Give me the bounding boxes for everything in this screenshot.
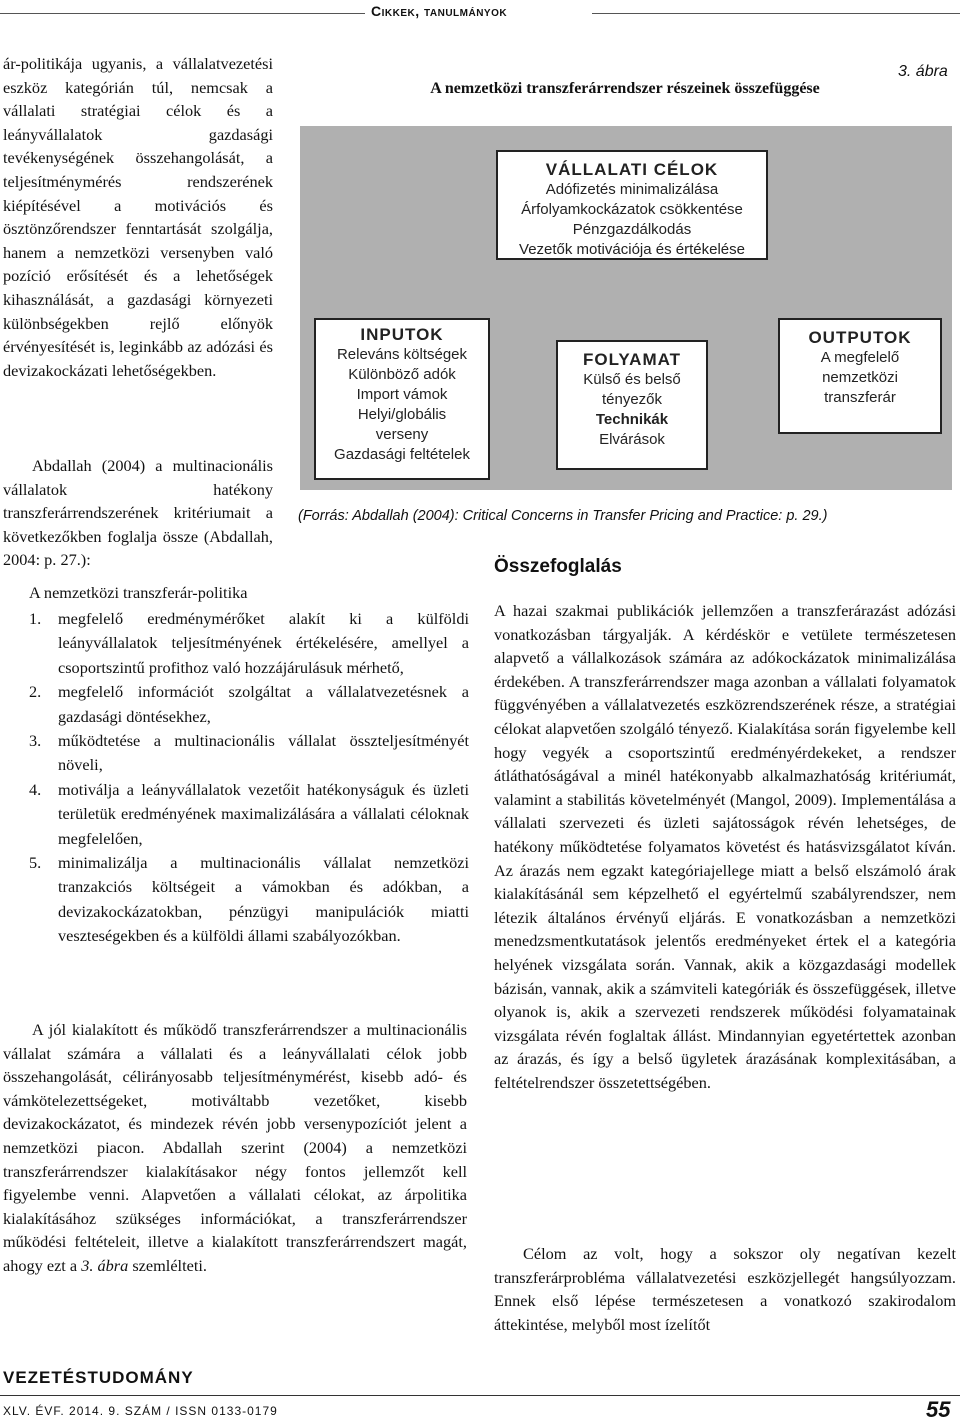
summary-paragraph-1: A hazai szakmai publikációk jellemzően a transzferárazást adózási vonatkozásban tárgyalják. A kérdéskör e vetülete természetesen alapvető a vállalkozások számára az adókockázatok minimalizálása érdekében. A transzferárrendszer maga azonban a vállalati folyamatok függvényében a vállalatvezetés eszközrendszerének része, a stratégiai célokat alapvetően szolgáló tényező. Kialakítása során figyelembe kell hogy vegyék a csoportszintű eredményérdekeket, a rendszer átláthatóságával a minél hatékonyabb alkalmazhatóság kritériumát, valamint a stabilitás követelményét (Mangol, 2009). Implementálása a vállalati szervezeti és üzleti sajátosságok révén lehetséges, de hatékony működtetése folyamatos követést és hatásvizsgálatot kíván. Az árazás nem egzakt kategóriajellege miatt a belső elszámoló árak kialakításánál sem képzelhető el egyértelmű szabályrendszer, nem létezik általános érvényű eljárás. E vonatkozásban a nemzetközi menedzsmentkutatások jelentős eredményeket értek el a kategória helyének vizsgálata során. Vannak, akik a közgazdasági modellek bázisán, vannak, akik a számviteli kategóriák és összefüggések, illetve olyanok is, akik a szervezeti rendszerek működési folyamatainak vizsgálata révén foglaltak állást. Mindannyian egyetértettek azonban az árazás, és így a belső ügyletek árazásának komplexitásában, a feltételrendszer összetettségében. [494,601,956,1092]
page-number: 55 [926,1397,951,1422]
inputs-item: verseny [375,426,429,443]
goals-item: Pénzgazdálkodás [572,221,692,238]
summary-heading: Összefoglalás [494,556,622,577]
header-rule-right [592,13,960,14]
goals-item: Adófizetés minimalizálása [545,181,719,198]
header-rule-left [0,13,365,14]
goals-box-title: VÁLLALATI CÉLOK [545,160,719,179]
summary-paragraph-2: Célom az volt, hogy a sokszor oly negatívan kezelt transzferárprobléma vállalatvezetési eszközjellegét hangsúlyozzam. Ennek első lépése természetesen a vonatkozó szakirodalom áttekintése, melyből most ízelítőt [494,1244,956,1334]
criteria-list [29,607,469,949]
inputs-item: Import vámok [356,386,448,403]
process-box [556,340,708,470]
process-item: Külső és belső [583,371,681,388]
process-technique: Technikák [595,411,669,428]
inputs-box [314,318,490,480]
process-box-title: FOLYAMAT [582,350,682,369]
outputs-item: nemzetközi [822,369,898,386]
outputs-item: A megfelelő [820,349,900,366]
intro-paragraph: ár-politikája ugyanis, a vállalatvezetési eszköz kategórián túl, nemcsak a vállalati stratégiai célok és a leányvállalatok gazdasági tevékenységének összehangolását, a teljesítménymérés rendszerének kiépítésével a motivációs és ösztönzőrendszer fenntartását szolgálja, hanem a nemzetközi versenyben való pozíció erősítését és a lehetőségek kihasználását, a gazdasági környezeti különbségekben rejlő előnyök érvényesítését is, leginkább az adózási és devizakockázati lehetőségekben. [3,54,273,380]
footer-rule [0,1395,960,1396]
closing-paragraph: A jól kialakított és működő transzferárrendszer a multinacionális vállalat számára a vállalati és a leányvállalati célok jobb összehangolását, célirányosabb teljesítménymérést, kisebb adó- és vámkötelezettségeket, motiváltabb vezetőket, kisebb devizakockázatot, és mindezek révén jobb versenypozíciót jelent a nemzetközi piacon. Abdallah szerint (2004) a nemzetközi transzferárrendszer kialakításakor négy fontos jellemzőt kell figyelembe venni. Alapvetően a vállalati célokat, az árpolitika kialakításához szükséges információkat, a transzferárrendszer működési feltételeit, illetve a kialakított transzferárrendszert magát, ahogy ezt a 3. ábra szemlélteti. [3,1020,467,1275]
outputs-item: transzferár [824,389,896,406]
figure-label: 3. ábra [898,63,948,80]
list-item: 5. minimalizálja a multinacionális vállalat nemzetközi tranzakciós költségeit a vámokban és adókban, a devizakockázatokban, pénzügyi manipulációk miatti veszteségekben és a külföldi állami szabályozókban. [29,853,469,946]
figure-reference: 3. ábra [81,1255,129,1275]
inputs-item: Gazdasági feltételek [334,446,470,463]
inputs-item: Különböző adók [348,366,456,383]
inputs-box-title: INPUTOK [360,325,444,344]
issue-info: XLV. ÉVF. 2014. 9. SZÁM / ISSN 0133-0179 [3,1404,278,1418]
transfer-pricing-diagram [300,126,952,490]
section-title: Cikkek, tanulmányok [371,3,508,19]
list-heading: A nemzetközi transzferár-politika [29,583,248,602]
process-item: tényezők [601,391,663,408]
outputs-box [778,318,942,434]
list-item: 1. megfelelő eredménymérőket alakít ki a külföldi leányvállalatok teljesítményének értékelésére, amellyel a csoportszintű profithoz való hozzájárulásuk mérhető, [29,609,469,677]
abdallah-paragraph: Abdallah (2004) a multinacionális vállalatok hatékony transzferárrendszerének kritériumait a következőkben foglalja össze (Abdallah, 2004: p. 27.): [3,456,273,570]
inputs-item: Helyi/globális [357,406,447,423]
list-item: 2. megfelelő információt szolgáltat a vállalatvezetésnek a gazdasági döntésekhez, [29,682,469,726]
process-expectations: Elvárások [599,431,665,448]
goals-item: Vezetők motivációja és értékelése [519,241,745,258]
outputs-box-title: OUTPUTOK [808,328,912,347]
journal-title: VEZETÉSTUDOMÁNY [3,1368,194,1387]
goals-box [496,150,768,260]
list-item: 3. működtetése a multinacionális vállalat összteljesítményét növeli, [29,731,469,775]
goals-item: Árfolyamkockázatok csökkentése [521,201,743,218]
inputs-item: Releváns költségek [336,346,468,363]
list-item: 4. motiválja a leányvállalatok vezetőit hatékonyságuk és üzleti területük eredményének maximalizálására a vállalati céloknak megfelelően, [29,779,469,848]
figure-source: (Forrás: Abdallah (2004): Critical Concerns in Transfer Pricing and Practice: p. 29.) [298,508,828,524]
figure-title: A nemzetközi transzferárrendszer részeinek összefüggése [430,80,820,97]
